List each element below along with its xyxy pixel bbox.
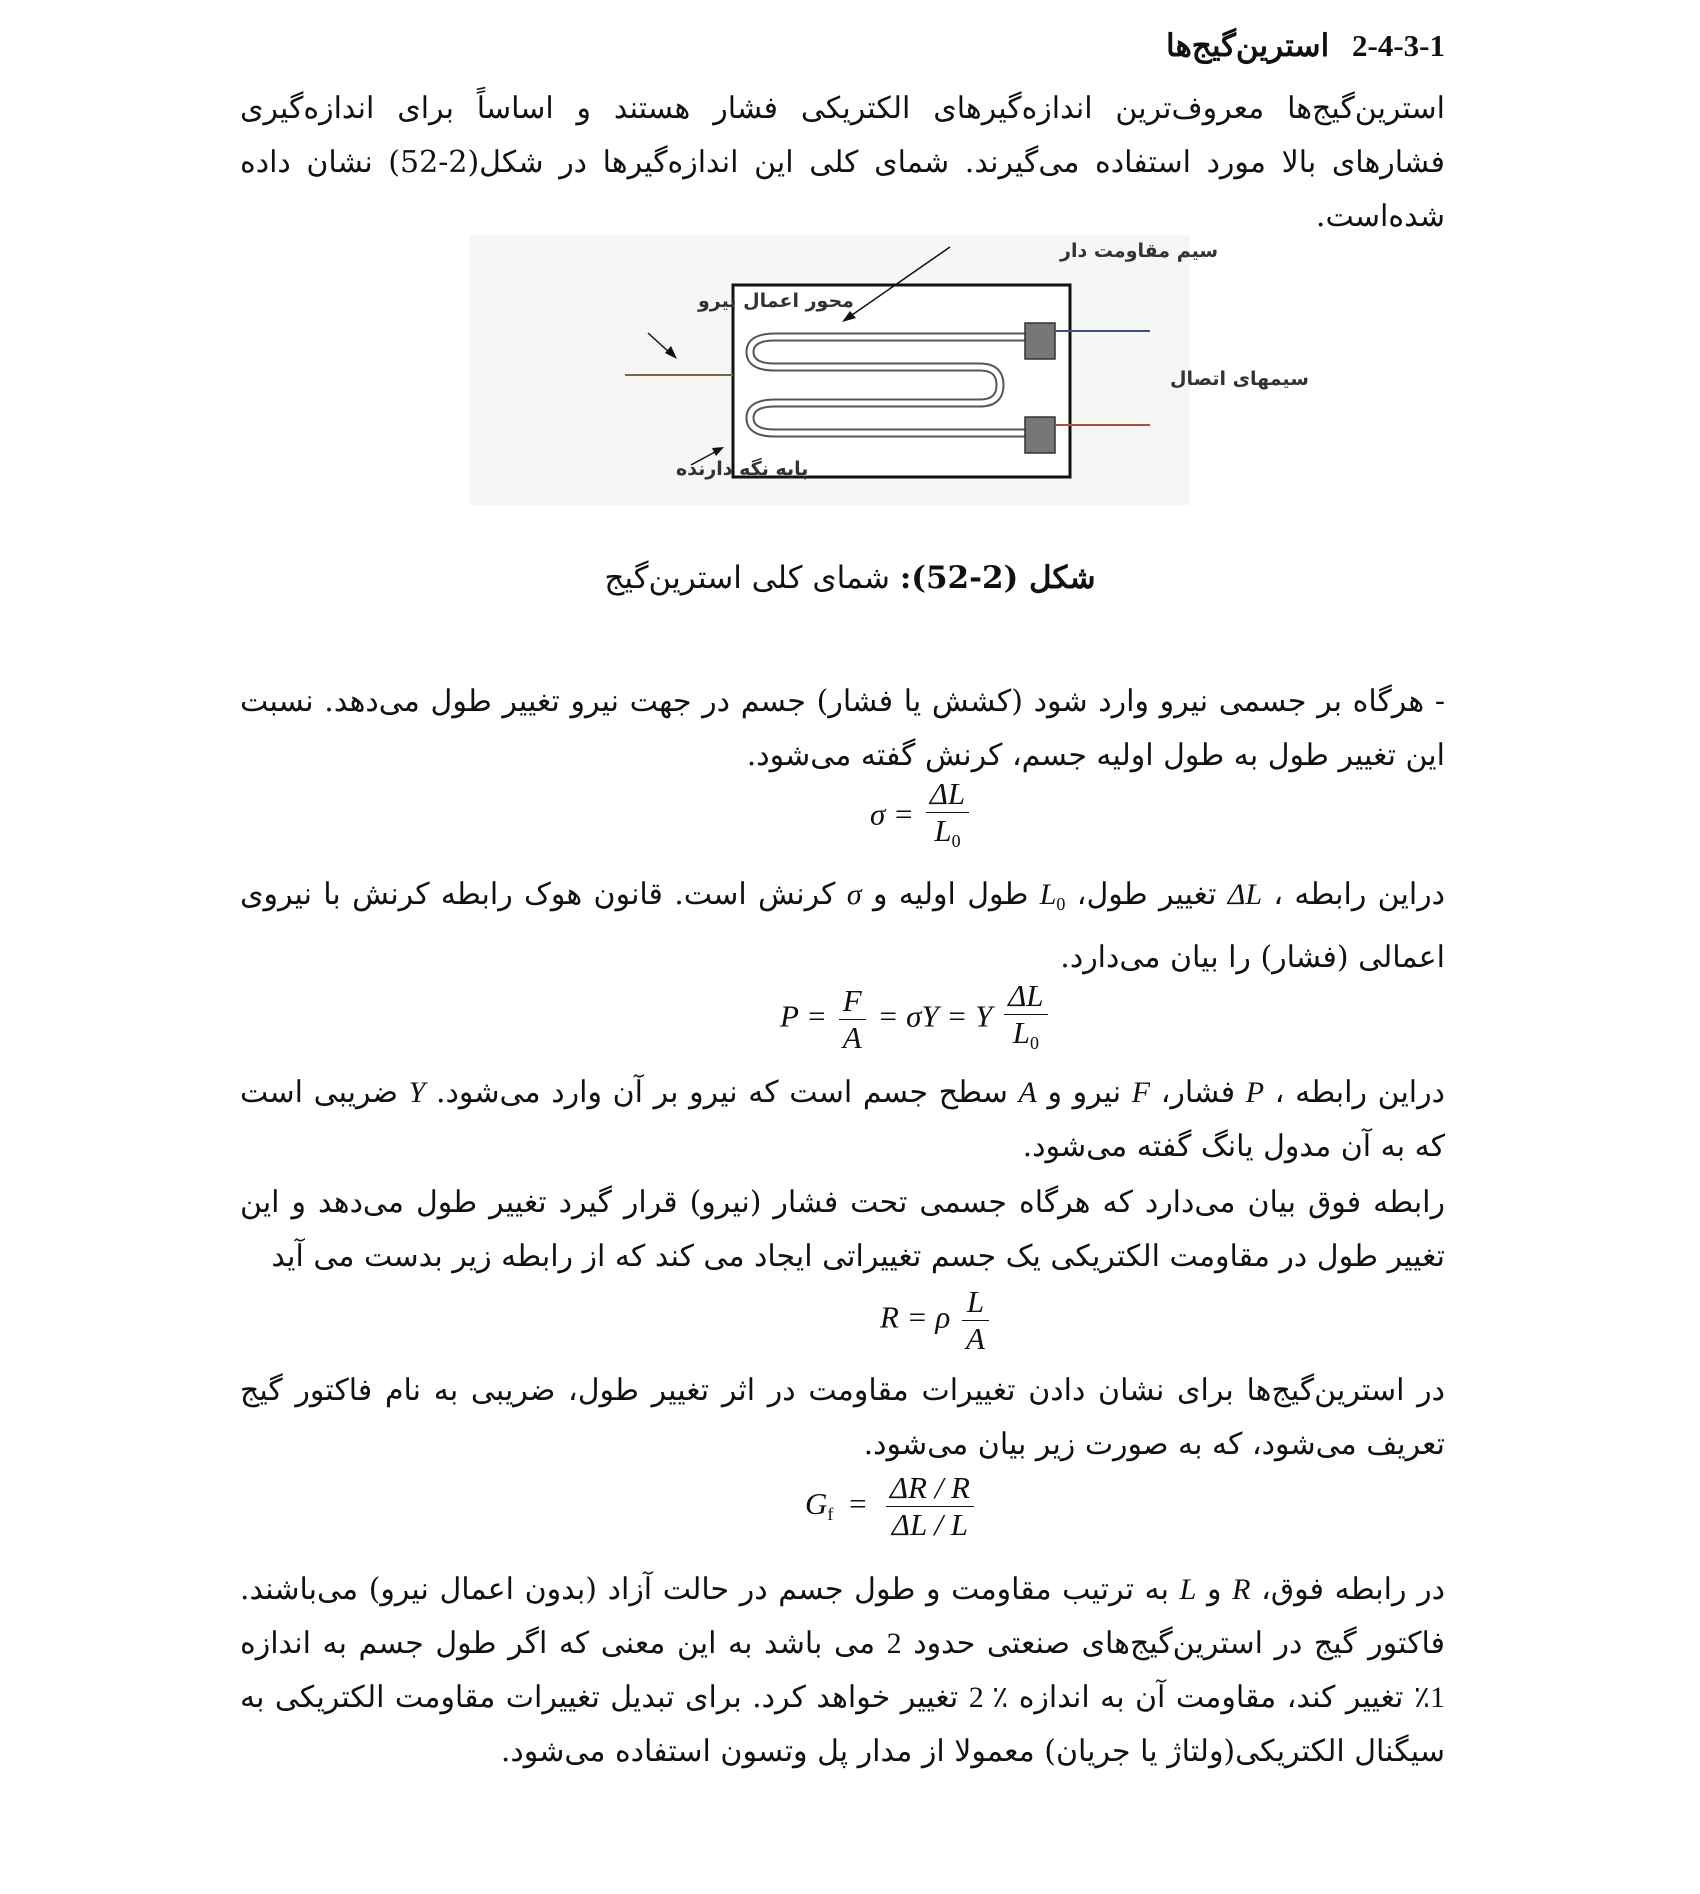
- p3-text-d: سطح جسم است که نیرو بر آن وارد می‌شود.: [436, 1075, 1008, 1110]
- p6-text-a: در رابطه فوق،: [1261, 1572, 1445, 1607]
- base-rectangle: [733, 285, 1070, 477]
- p2-text-d: کرنش است. قانون هوک رابطه کرنش با نیروی اعمالی (فشار) را بیان می‌دارد.: [240, 877, 1445, 975]
- paragraph-4: [240, 1176, 1445, 1284]
- eq2-lhs: P =: [780, 998, 828, 1034]
- eq3-denominator: A: [965, 1321, 985, 1356]
- paragraph-5: [240, 1364, 1445, 1472]
- label-force-axis: محور اعمال نیرو: [698, 290, 854, 312]
- label-lead-wires: سیمهای اتصال: [1170, 368, 1309, 390]
- equation-gauge-factor: [805, 1470, 978, 1543]
- symbol-r: R: [1232, 1573, 1251, 1606]
- eq2-numerator-2: ΔL: [1004, 978, 1047, 1015]
- p3-text-e: ضریبی است که به آن مدول یانگ گفته می‌شود.: [240, 1075, 1445, 1164]
- eq2-numerator-1: F: [839, 983, 866, 1020]
- p6-text-e: تغییر کند، مقاومت آن به اندازه: [1018, 1680, 1404, 1715]
- paragraph-6: [240, 1563, 1445, 1779]
- caption-label: شکل (2-52):: [899, 560, 1096, 596]
- paragraph-3: [240, 1066, 1445, 1174]
- section-title: استرین‌گیج‌ها: [1166, 28, 1330, 64]
- label-resistive-wire: سیم مقاومت دار: [1060, 240, 1219, 262]
- value-one-percent: 1٪: [1413, 1681, 1445, 1714]
- eq3-fraction: [962, 1284, 989, 1357]
- contact-pad-top: [1025, 323, 1055, 359]
- p6-text-f: تغییر خواهد کرد. برای تبدیل تغییرات مقاومت الکتریکی به سیگنال الکتریکی(ولتاژ یا جریان) معمولا از مدار پل وتسون استفاده می‌شود.: [240, 1680, 1445, 1769]
- eq1-den-subscript: 0: [951, 831, 961, 851]
- p6-text-b: و: [1207, 1572, 1222, 1607]
- paragraph-hooke: [240, 868, 1445, 985]
- label-base: پایه نگه دارنده: [676, 458, 809, 480]
- paragraph-wheatstone: [240, 1563, 1445, 1779]
- equation-hooke: [780, 978, 1052, 1061]
- p3-text-a: دراین رابطه ،: [1274, 1075, 1445, 1110]
- intro-paragraph: استرین‌گیج‌ها معروف‌ترین اندازه‌گیرهای الکتریکی فشار هستند و اساساً برای اندازه‌گیری فشارهای بالا مورد استفاده می‌گیرند. شمای کلی این اندازه‌گیرها در شکل(2-52) نشان داده شده‌است.: [240, 91, 1445, 234]
- symbol-f: F: [1131, 1076, 1151, 1109]
- eq4-numerator: ΔR / R: [886, 1470, 974, 1507]
- eq4-lhs: $G_f$: [805, 1485, 834, 1524]
- paragraph-strain-definition: - هرگاه بر جسمی نیرو وارد شود (کشش یا فشار) جسم در جهت نیرو تغییر طول می‌دهد. نسبت این تغییر طول به طول اولیه جسم، کرنش گفته می‌شود.: [240, 684, 1445, 773]
- eq4-equals: =: [847, 1485, 869, 1521]
- eq2-denominator-2: $L_0$: [1012, 1015, 1039, 1053]
- eq4-denominator: ΔL / L: [891, 1507, 969, 1542]
- eq1-denominator: [926, 813, 969, 859]
- p3-text-c: نیرو و: [1047, 1075, 1122, 1110]
- contact-pad-bottom: [1025, 417, 1055, 453]
- p6-text-c: به ترتیب مقاومت و طول جسم در حالت آزاد (بدون اعمال نیرو) می‌باشند. فاکتور گیج در استرین‌گیج‌های صنعتی حدود: [240, 1572, 1445, 1661]
- p3-text-b: فشار،: [1160, 1075, 1236, 1110]
- symbol-a: A: [1018, 1076, 1037, 1109]
- eq2-fraction-2: [1004, 978, 1047, 1061]
- symbol-y: Y: [408, 1076, 426, 1109]
- symbol-sigma: σ: [846, 878, 862, 911]
- equation-strain: [870, 776, 973, 859]
- p2-text-b: تغییر طول،: [1076, 877, 1217, 912]
- figure-caption: [0, 560, 1700, 596]
- paragraph-2: [240, 868, 1445, 985]
- symbol-delta-l: ΔL: [1227, 878, 1263, 911]
- section-heading: [1166, 28, 1445, 64]
- paragraph-1: [240, 675, 1445, 783]
- eq2-denominator-1: A: [842, 1020, 862, 1055]
- eq4-fraction: [886, 1470, 974, 1543]
- intro-block: [240, 82, 1445, 244]
- eq2-fraction-1: [839, 983, 866, 1056]
- p6-text-d: می باشد به این معنی که اگر طول جسم به اندازه: [240, 1626, 876, 1661]
- caption-text: شمای کلی استرین‌گیج: [604, 560, 890, 596]
- value-two: 2: [886, 1627, 902, 1660]
- p2-text-a: دراین رابطه ،: [1273, 877, 1446, 912]
- p2-text-c: طول اولیه و: [872, 877, 1029, 912]
- paragraph-gauge-factor: در استرین‌گیج‌ها برای نشان دادن تغییرات مقاومت در اثر تغییر طول، ضریبی به نام فاکتور گیج تعریف می‌شود، که به صورت زیر بیان می‌شود.: [240, 1373, 1445, 1462]
- value-two-percent: ٪ 2: [968, 1681, 1009, 1714]
- eq3-lhs: R = ρ: [880, 1299, 951, 1335]
- section-number: 2-4-3-1: [1352, 28, 1445, 63]
- eq1-lhs: σ =: [870, 796, 914, 832]
- eq1-fraction: [926, 776, 969, 859]
- eq3-numerator: L: [962, 1284, 989, 1321]
- paragraph-resistance-change: رابطه فوق بیان می‌دارد که هرگاه جسمی تحت فشار (نیرو) قرار گیرد تغییر طول می‌دهد و این تغییر طول در مقاومت الکتریکی یک جسم تغییراتی ایجاد می کند که از رابطه زیر بدست می آید: [240, 1185, 1445, 1274]
- strain-gauge-diagram: [470, 235, 1309, 505]
- eq1-numerator: ΔL: [926, 776, 969, 813]
- eq2-middle: = σY = Y: [877, 998, 993, 1034]
- paragraph-pressure: [240, 1066, 1445, 1174]
- strain-gauge-figure: [470, 235, 1309, 505]
- symbol-p: P: [1245, 1076, 1265, 1109]
- symbol-l0: $L_0$: [1039, 878, 1066, 914]
- symbol-l: L: [1179, 1573, 1197, 1606]
- eq1-den-symbol: L: [934, 813, 952, 848]
- equation-resistance: [880, 1284, 993, 1357]
